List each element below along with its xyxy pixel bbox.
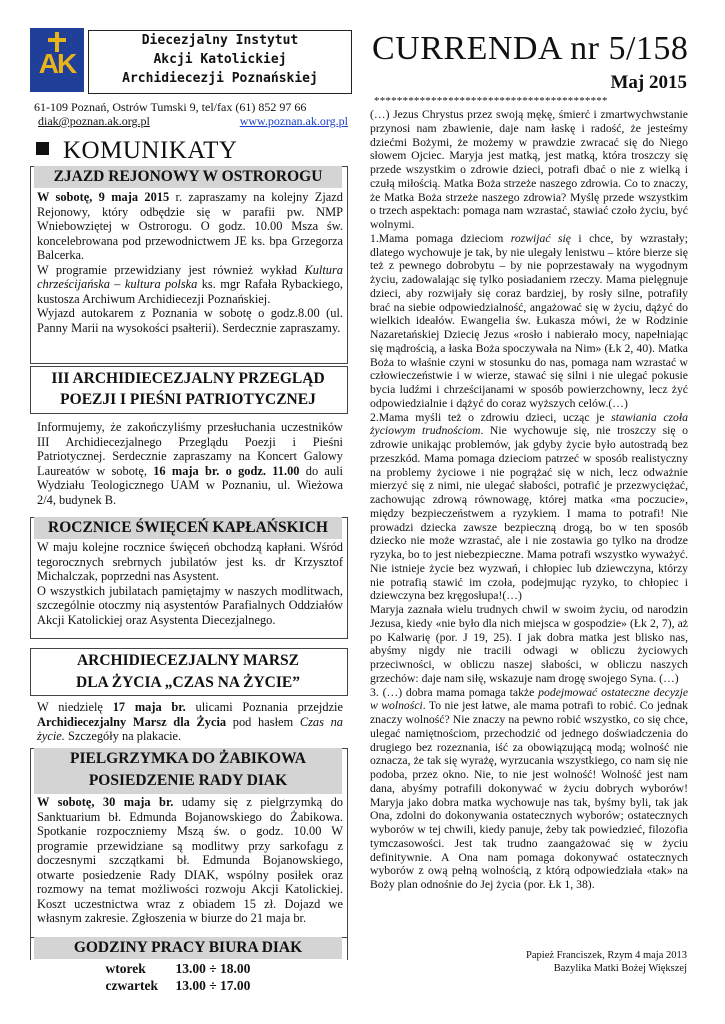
institute-line-1: Diecezjalny Instytut	[141, 33, 299, 48]
star-separator: *****************************************	[374, 95, 608, 107]
institute-line-3: Archidiecezji Poznańskiej	[122, 71, 318, 86]
section-header	[36, 138, 237, 164]
rocznice-title: ROCZNICE ŚWIĘCEŃ KAPŁAŃSKICH	[34, 517, 342, 539]
website-link[interactable]: www.poznan.ak.org.pl	[239, 114, 348, 128]
przeglad-text: Informujemy, że zakończyliśmy przesłuchania uczestników III Archidiecezjalnego Przeglądu Poezji i Pieśni Patriotycznej. Serdecznie zapraszamy na Koncert Galowy Laureatów w sobotę, 16 maja br. o godz. 11.00 do auli Wydziału Teologicznego UAM w Poznaniu, ul. Wieżowa 2/4, budynek B.	[37, 420, 343, 507]
zjazd-date: W sobotę, 9 maja 2015	[37, 190, 170, 204]
office-hours	[34, 960, 342, 994]
section-title: KOMUNIKATY	[63, 137, 238, 164]
article-text: (…) Jezus Chrystus przez swoją mękę, śmierć i zmartwychwstanie przynosi nam zbawienie, daje nam łaskę i radość, że jesteśmy dziećmi Bożymi, że możemy w prawdzie zwracać się do Niego słowem Ojciec. Maryja jest matką, jest matką, która troszczy się przede wszystkim o zdrowie dzieci, potrafi dbać o nie z wielką i czułą miłością. Matka Boża strzeże naszego zdrowia. Co to znaczy, że Matka Boża strzeże naszego zdrowia? Myślę przede wszystkim o trzech aspektach: pomaga nam wzrastać, stawiać czoło życiu, być wolnymi. 1.Mama pomaga dzieciom rozwijać się i chce, by wzrastały; dlatego wychowuje je tak, by nie ulegały lenistwu – które bierze się też z pewnego dobrobytu – by nie poprzestawały na wygodnym życiu, zadowalając się tylko posiadaniem rzeczy. Mama pielęgnuje dzieci, aby rozwijały się coraz bardziej, by rosły silne, potrafiły brać na siebie odpowiedzialność, angażować się w życiu, dążyć do wielkich ideałów. Ewangelia św. Łukasza mówi, że w Rodzinie Nazaretańskiej Dziecię Jezus «rosło i nabierało mocy, napełniając się mądrością, a łaska Boża spoczywała na Nim» (Łk 2, 40). Matka Boża to właśnie czyni w stosunku do nas, pomaga nam wzrastać w człowieczeństwie i w wierze, stawać się silni i nie ulegać pokusie bycia ludźmi i chrześcijanami w sposób powierzchowny, lecz żyć odpowiedzialnie i dążyć do coraz wyższych celów.(…) 2.Mama myśli też o zdrowiu dzieci, ucząc je stawiania czoła życiowym trudnościom. Nie wychowuje się, nie troszczy się o zdrowie unikając problemów, jak gdyby życie było autostradą bez przeszkód. Mama pomaga dzieciom patrzeć w sposób realistyczny na problemy życiowe i nie pogrążać się w nich, lecz odważnie mierzyć się z nimi, nie ulegać słabości, potrafić je przezwyciężać, zachowując zdrową równowagę, której matka «ma poczucie», między bezpieczeństwem a ryzykiem. I mama to potrafi! Nie prowadzi dziecka zawsze bezpieczną drogą, bo w ten sposób dziecko nie może wzrastać, ale i nie zostawia go tylko na drodze ryzyka, bo to jest niebezpieczne. Mama potrafi wszystko wyważyć. Nie istnieje życie bez wyzwań, i chłopiec lub dziewczyna, którzy nie potrafią stawić im czoła, podejmując ryzyko, to chłopiec i dziewczyna bez kręgosłupa!(…) Maryja zaznała wielu trudnych chwil w swoim życiu, od narodzin Jezusa, kiedy «nie było dla nich miejsca w gospodzie» (Łk 2, 7), aż po Kalwarię (por. J 19, 25). I jak dobra matka jest blisko nas, abyśmy nigdy nie tracili odwagi w obliczu życiowych przeciwności, w obliczu naszej słabości, w obliczu naszych grzechów: daje nam siłę, wskazuje nam drogę swojego Syna. (…) 3. (…) dobra mama pomaga także podejmować ostateczne decyzje w wolności. To nie jest łatwe, ale mama potrafi to robić. Co jednak znaczy wolność? Nie znaczy na pewno robić wszystko, co się chce, ulegać namiętnościom, przechodzić od jednego doświadczenia do drugiego bez rozeznania, iść za obowiązującą modą; wolność nie oznacza, że tak się wyrażę, wyrzucania wszystkiego, co nam się nie podoba, przez okno. Nie, to nie jest wolność! Wolność jest nam dana, abyśmy potrafili dokonywać w życiu dobrych wyborów! Maryja jako dobra matka wychowuje nas tak, byśmy byli, tak jak Ona, zdolni do dokonywania ostatecznych wyborów; ostatecznych wyborów w tej chwili, kiedy panuje, żeby tak powiedzieć, filozofia tymczasowości. Jest tak trudno zaangażować się w życiu definitywnie. A Ona nam pomaga dokonywać ostatecznych wyborów z ową pełną wolnością, z którą odpowiedziała «tak» na Boży plan odnośnie do Jej życia (por. Łk 1, 38).	[370, 108, 689, 891]
marsz-title-1: ARCHIDIECEZJALNY MARSZ	[76, 652, 300, 669]
pielgrzymka-title-1: PIELGRZYMKA DO ŻABIKOWA	[70, 750, 306, 767]
publication-title: CURRENDA nr 5/158	[372, 30, 689, 67]
logo-text: AK	[38, 48, 76, 79]
pielgrzymka-title-2: POSIEDZENIE RADY DIAK	[88, 772, 288, 789]
cross-bar	[48, 38, 66, 42]
pielgrzymka-text: W sobotę, 30 maja br. udamy się z pielgrzymką do Sanktuarium bł. Edmunda Bojanowskiego do Żabikowa. Spotkanie rozpoczniemy Mszą św. o godz. 10.00 W programie przewidziane są modlitwy przy sarkofagu z doczesnymi szczątkami bł. Edmunda Bojanowskiego, otwarte posiedzenie Rady DIAK, wspólny posiłek oraz rozmowy na temat możliwości rozwoju Akcji Katolickiej. Koszt uczestnictwa wraz z obiadem 15 zł. Dojazd we własnym zakresie. Zgłoszenia w biurze do 21 maja br.	[37, 795, 343, 925]
contact-info	[34, 100, 354, 128]
quote-signature: Papież Franciszek, Rzym 4 maja 2013 Bazylika Matki Bożej Większej	[526, 950, 687, 974]
pielgrzymka-title-bg	[34, 748, 342, 794]
godziny-title: GODZINY PRACY BIURA DIAK	[34, 937, 342, 959]
hours-row: wtorek 13.00 ÷ 18.00	[105, 961, 251, 976]
lecture-title: Kultura chrześcijańska – kultura polska	[37, 262, 343, 291]
issue-date: Maj 2015	[610, 72, 687, 93]
marsz-title-2: DLA ŻYCIA „CZAS NA ŻYCIE”	[76, 674, 300, 691]
zjazd-text: W sobotę, 9 maja 2015 r. zapraszamy na kolejny Zjazd Rejonowy, który odbędzie się w parafii pw. NMP Wniebowziętej w Ostrorogu. O godz. 10.00 Msza św. koncelebrowana pod przewodnictwem JE ks. bpa Grzegorza Balcerka. W programie przewidziany jest również wykład Kultura chrześcijańska – kultura polska ks. mgr Rafała Rybackiego, kustosza Archiwum Archidiecezji Poznańskiej. Wyjazd autokarem z Poznania w sobotę o godz.8.00 (ul. Panny Marii na wysokości psałterii). Serdecznie zapraszamy.	[37, 190, 343, 335]
institute-line-2: Akcji Katolickiej	[153, 52, 287, 67]
marsz-text: W niedzielę 17 maja br. ulicami Poznania przejdzie Archidiecezjalny Marsz dla Życia pod hasłem Czas na życie. Szczegóły na plakacie.	[37, 700, 343, 743]
rocznice-text: W maju kolejne rocznice święceń obchodzą kapłani. Wśród tegorocznych srebrnych jubilatów jest ks. dr Krzysztof Michalczak, poprzedni nas Asystent. O wszystkich jubilatach pamiętajmy w naszych modlitwach, szczególnie otoczmy nią asystentów Parafialnych Oddziałów Akcji Katolickiej oraz Asystenta Diecezjalnego.	[37, 540, 343, 627]
institute-name-box	[88, 30, 352, 94]
square-bullet-icon	[36, 142, 49, 155]
zjazd-title: ZJAZD REJONOWY W OSTROROGU	[34, 166, 342, 188]
ak-logo	[30, 28, 84, 92]
przeglad-title-2: POEZJI I PIEŚNI PATRIOTYCZNEJ	[60, 391, 316, 408]
email-link[interactable]: diak@poznan.ak.org.pl	[38, 114, 150, 128]
przeglad-title-1: III ARCHIDIECEZJALNY PRZEGLĄD	[51, 370, 325, 387]
address: 61-109 Poznań, Ostrów Tumski 9, tel/fax (61) 852 97 66	[34, 100, 307, 114]
hours-row: czwartek 13.00 ÷ 17.00	[105, 978, 251, 993]
